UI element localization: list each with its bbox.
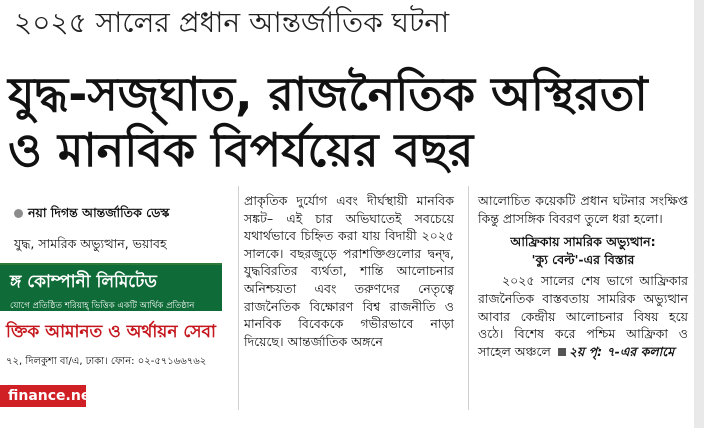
ad-tagline: যোগে প্রতিষ্ঠিত শরিয়াহ্ ভিত্তিক একটি আর্থিক প্রতিষ্ঠান xyxy=(10,301,195,311)
left-column-text: যুদ্ধ, সামরিক অভ্যুত্থান, ভয়াবহ xyxy=(14,236,167,251)
ad-company-band xyxy=(0,265,222,311)
column-divider xyxy=(238,186,239,410)
middle-column-text: প্রাকৃতিক দুর্যোগ এবং দীর্ঘস্থায়ী মানবিক সঙ্কট– এই চার অভিঘাতেই সবচেয়ে যথার্থভাবে চিহ্নিত করা যায় বিদায়ী ২০২৫ সালকে। বছরজুড়ে পরাশক্তিগুলোর দ্বন্দ্ব, যুদ্ধবিরতির ব্যর্থতা, শান্তি আলোচনার অনিশ্চয়তা এবং তরুণদের নেতৃত্বে রাজনৈতিক বিক্ষোরণ বিশ্ব রাজনীতি ও মানবিক বিবেককে গভীরভাবে নাড়া দিয়েছে। আন্তর্জাতিক অঙ্গনে xyxy=(244,193,454,349)
subheading-line-2: 'ক্যু বেল্ট'-এর বিস্তার xyxy=(531,251,635,267)
right-intro-text: আলোচিত কয়েকটি প্রধান ঘটনার সংক্ষিপ্ত কিন্তু প্রাসঙ্গিক বিবরণ তুলে ধরা হলো। xyxy=(478,193,688,226)
advertisement[interactable] xyxy=(0,263,222,411)
right-column xyxy=(478,192,688,414)
headline xyxy=(8,66,698,178)
ad-service: ক্তিক আমানত ও অর্থায়ন সেবা xyxy=(6,322,216,342)
headline-line-1: যুদ্ধ-সজ্ঘাত, রাজনৈতিক অস্থিরতা xyxy=(8,67,648,121)
subheading: আফ্রিকায় সামরিক অভ্যুত্থান: xyxy=(510,234,656,250)
ad-website[interactable]: finance.net xyxy=(0,385,86,407)
kicker-heading: ২০২৫ সালের প্রধান আন্তর্জাতিক ঘটনা xyxy=(14,6,450,39)
ad-company-name: ঙ্গ কোম্পানী লিমিটেড xyxy=(10,272,157,292)
byline-text: নয়া দিগন্ত আন্তর্জাতিক ডেস্ক xyxy=(28,205,170,220)
page-edge xyxy=(694,0,704,428)
byline xyxy=(14,205,236,221)
right-body-text xyxy=(478,272,688,360)
bullet-dot-icon xyxy=(14,209,23,218)
column-divider xyxy=(468,186,469,410)
right-body: ২০২৫ সালের শেষ ভাগে আফ্রিকার রাজনৈতিক বাস্তবতায় সামরিক অভ্যুত্থান আবার কেন্দ্রীয় আলোচনার বিষয় হয়ে ওঠে। বিশেষ করে পশ্চিম আফ্রিকা ও সাহেল অঞ্চলে xyxy=(478,273,688,359)
middle-column xyxy=(244,192,454,414)
continued-note[interactable]: ২য় পৃ: ৭-এর কলামে xyxy=(568,343,675,359)
continuation-square-icon xyxy=(558,348,566,356)
ad-address: ৭২, দিলকুশা বা/এ, ঢাকা। ফোন: ০২-৫৭১৬৬৭৬২ xyxy=(6,356,207,367)
headline-line-2: ও মানবিক বিপর্যয়ের বছর xyxy=(8,123,474,177)
